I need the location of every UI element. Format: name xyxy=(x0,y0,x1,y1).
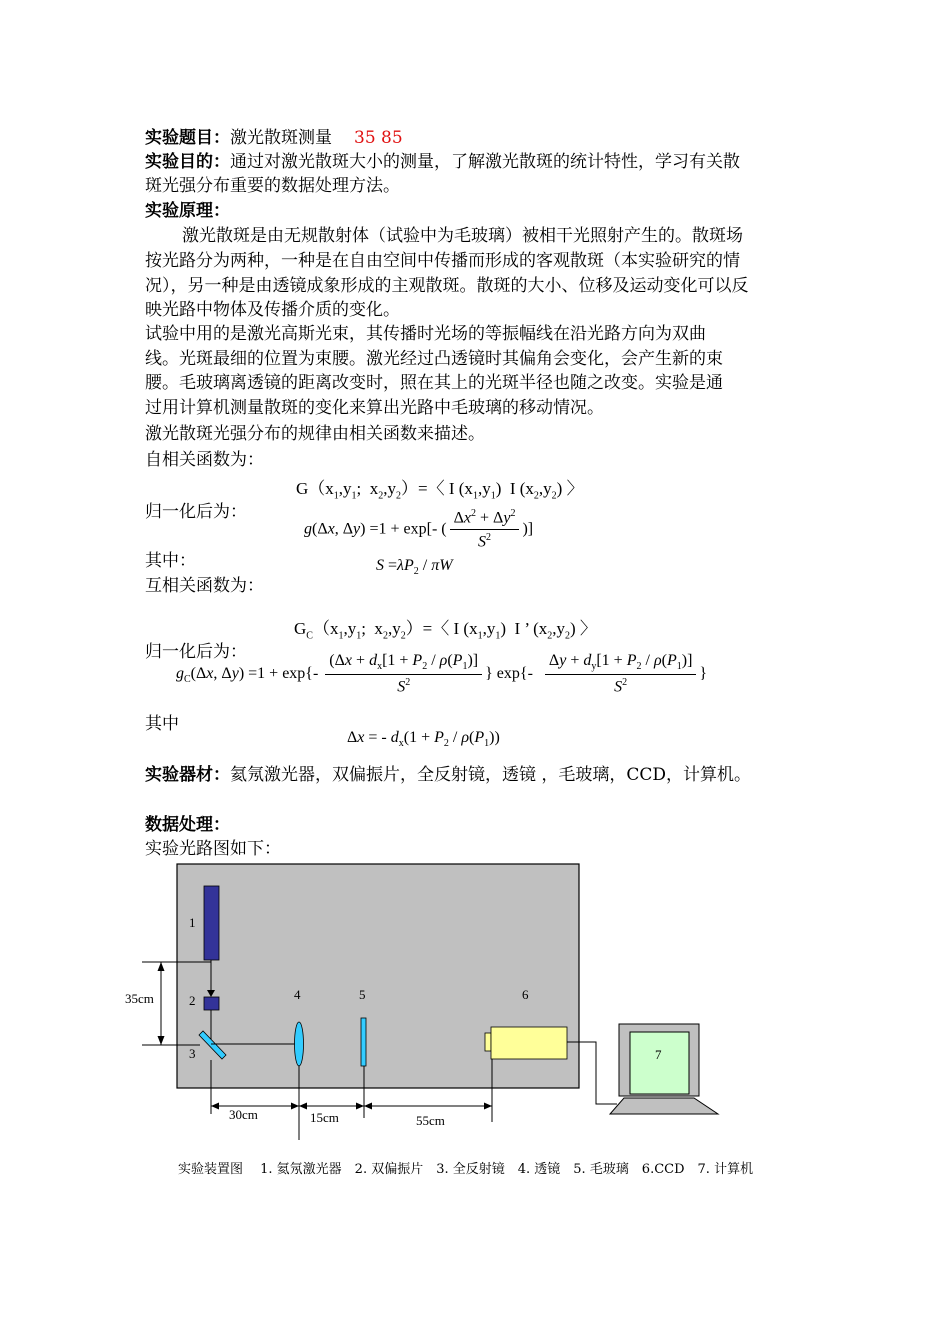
autocorr-label: 自相关函数为： xyxy=(145,450,264,470)
crosscorr-equation: $G_C(x_1,y_1$; $x_2,y_2)=$〈 I $(x_1,y_1)$ I ’ $(x_2,y_2)$ 〉 xyxy=(294,619,597,642)
cross-normalized-equation: $g_C(\Delta x$, Δy) =1 + exp{- $\frac{(\Delta x + d_x[1 + P_2 / \rho(P_1)]}{S^2}$ } exp{- $\frac{\Delta y + d_y[1 + P_2 / \rho(P_1)]}{S^2}$ } xyxy=(176,652,708,696)
dim-15-label: 15cm xyxy=(310,1110,339,1125)
principle-line-5: 试验中用的是激光高斯光束，其传播时光场的等振幅线在沿光路方向为双曲 xyxy=(145,324,706,344)
label-6: 6 xyxy=(522,987,529,1002)
dim-15-arrow-l xyxy=(299,1103,307,1110)
lens xyxy=(295,1022,304,1066)
label-5: 5 xyxy=(359,987,366,1002)
dx-equation: Δx = - $d_x(1 + P_2 / \rho(P_1))$ xyxy=(347,729,500,750)
double-polarizer xyxy=(204,997,219,1010)
principle-line-7: 腰。毛玻璃离透镜的距离改变时，照在其上的光斑半径也随之改变。实验是通 xyxy=(145,373,723,393)
purpose-label: 实验目的： xyxy=(145,152,230,172)
equipment-text: 氦氖激光器，双偏振片，全反射镜，透镜 ，毛玻璃，CCD，计算机。 xyxy=(230,765,752,785)
dim-35-label: 35cm xyxy=(125,991,154,1006)
dim-35-arrow-up xyxy=(158,962,165,971)
dim-55-label: 55cm xyxy=(416,1113,445,1128)
score-mark: 35 85 xyxy=(354,128,403,148)
dim-30-arrow-l xyxy=(211,1103,219,1110)
ccd-camera xyxy=(491,1027,567,1059)
label-4: 4 xyxy=(294,987,301,1002)
title-text: 激光散斑测量 xyxy=(230,128,332,148)
laser xyxy=(204,886,219,960)
dim-55-arrow-r xyxy=(484,1103,492,1110)
where-label: 其中： xyxy=(145,551,196,571)
principle-line-1: 激光散斑是由无规散射体（试验中为毛玻璃）被相干光照射产生的。散斑场 xyxy=(182,226,743,246)
monitor-base xyxy=(610,1098,718,1114)
dim-35-arrow-down xyxy=(158,1036,165,1045)
normalized-equation: g(Δx, Δy) =1 + exp[- ( $\frac{\Delta x^2 + \Delta y^2}{S^2}$ )] xyxy=(304,508,534,551)
label-3: 3 xyxy=(189,1046,196,1061)
dim-15-arrow-r xyxy=(356,1103,364,1110)
principle-line-9: 激光散斑光强分布的规律由相关函数来描述。 xyxy=(145,424,485,444)
where-label-2: 其中 xyxy=(145,714,179,734)
title-label: 实验题目： xyxy=(145,128,230,148)
purpose-text-1: 通过对激光散斑大小的测量，了解激光散斑的统计特性，学习有关散 xyxy=(230,152,740,172)
normalized-label-2: 归一化后为： xyxy=(145,642,247,662)
principle-line-4: 映光路中物体及传播介质的变化。 xyxy=(145,300,400,320)
ccd-lens-cap xyxy=(485,1033,491,1051)
dim-30-label: 30cm xyxy=(229,1107,258,1122)
dim-55-arrow-l xyxy=(364,1103,372,1110)
purpose-text-2: 斑光强分布重要的数据处理方法。 xyxy=(145,176,400,196)
normalized-label: 归一化后为： xyxy=(145,502,247,522)
principle-line-6: 线。光斑最细的位置为束腰。激光经过凸透镜时其偏角会变化，会产生新的束 xyxy=(145,349,723,369)
monitor-screen xyxy=(630,1032,689,1094)
figure-caption: 实验装置图 1. 氦氖激光器 2. 双偏振片 3. 全反射镜 4. 透镜 5. 毛玻璃 6.CCD 7. 计算机 xyxy=(178,1162,754,1177)
principle-label: 实验原理： xyxy=(145,201,230,221)
principle-line-3: 况），另一种是由透镜成象形成的主观散斑。散斑的大小、位移及运动变化可以反 xyxy=(145,276,749,296)
crosscorr-label: 互相关函数为： xyxy=(145,576,264,596)
autocorr-equation: $G(x_1,y_1$; $x_2,y_2)=$〈 I $(x_1,y_1)$ I $(x_2,y_2)$ 〉 xyxy=(296,479,584,502)
label-1: 1 xyxy=(189,915,196,930)
data-section-label: 数据处理： xyxy=(145,815,230,835)
label-7: 7 xyxy=(655,1047,662,1062)
dim-30-arrow-r xyxy=(291,1103,299,1110)
equipment-label: 实验器材： xyxy=(145,765,230,785)
s-definition-equation: $S =\lambda P_2 / \pi W$ xyxy=(376,557,453,578)
label-2: 2 xyxy=(189,993,196,1008)
principle-line-2: 按光路分为两种，一种是在自由空间中传播而形成的客观散斑（本实验研究的情 xyxy=(145,251,740,271)
ground-glass xyxy=(361,1018,366,1066)
principle-line-8: 过用计算机测量散斑的变化来算出光路中毛玻璃的移动情况。 xyxy=(145,398,604,418)
data-section-intro: 实验光路图如下： xyxy=(145,839,281,859)
